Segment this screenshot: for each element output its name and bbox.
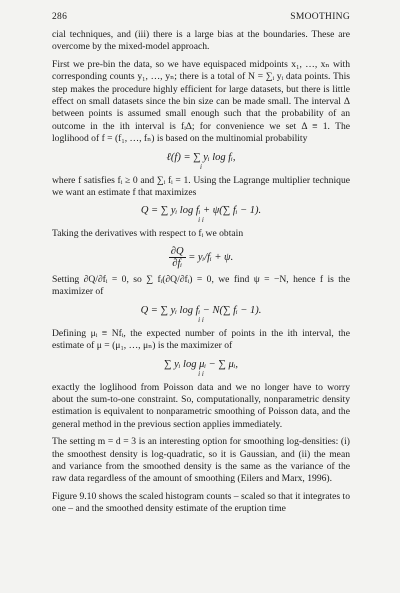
paragraph: Defining μᵢ ≡ Nfᵢ, the expected number of points in the ith interval, the estimate of μ = (μ₁, …, μₙ) is the maximizer of bbox=[52, 327, 350, 352]
paragraph: First we pre-bin the data, so we have equispaced midpoints x₁, …, xₙ with corresponding counts y₁, …, yₙ; there is a total of N = ∑ᵢ yᵢ data points. This step makes the procedure highly efficient for large datasets, but there is little effect on small datasets since the bin size can be made small. The interval Δ between points is assumed small enough such that the probability of an outcome in the ith interval is fᵢΔ; for convenience we set Δ ≡ 1. The loglihood of f = (f₁, …, fₙ) is based on the multinomial probability bbox=[52, 58, 350, 145]
equation-derivative: $\frac{\partial Q}{\text{∂fᵢ}}$ = yᵢ/fᵢ + ψ. bbox=[170, 245, 234, 269]
running-title: SMOOTHING bbox=[290, 12, 350, 22]
paragraph: Figure 9.10 shows the scaled histogram counts – scaled so that it integrates to one – and the smoothed density estimate of the eruption time bbox=[52, 490, 350, 515]
page-body bbox=[52, 29, 350, 516]
page-header bbox=[52, 12, 350, 22]
equation-lagrange: Q = ∑ yᵢ log fᵢ + ψ(∑ fᵢ − 1). i i bbox=[140, 205, 262, 225]
paragraph: exactly the loglihood from Poisson data and we no longer have to worry about the sum-to-one constraint. So, computationally, nonparametric density estimation is equivalent to nonparametric smoothing of Poisson data, and the general method in the previous section applies immediately. bbox=[52, 381, 350, 430]
paragraph: Taking the derivatives with respect to fᵢ we obtain bbox=[52, 228, 244, 240]
paragraph: The setting m = d = 3 is an interesting option for smoothing log-densities: (i) the smoothest density is log-quadratic, so it is Gaussian, and (ii) the mean and variance from the smoothed density is the same as the variance of the raw data regardless of the amount of smoothing (Eilers and Marx, 1996). bbox=[52, 436, 350, 485]
equation-loglihood: ℓ(f) = ∑ yᵢ log fᵢ, i bbox=[166, 151, 236, 171]
paragraph: cial techniques, and (iii) there is a large bias at the boundaries. These are overcome by the mixed-model approach. bbox=[52, 29, 350, 53]
fraction: $\frac{\partial Q}{\text{∂fᵢ}}$ bbox=[170, 245, 184, 269]
equation-maximizer: Q = ∑ yᵢ log fᵢ − N(∑ fᵢ − 1). i i bbox=[140, 304, 262, 324]
page-number: 286 bbox=[52, 12, 68, 22]
equation-poisson: ∑ yᵢ log μᵢ − ∑ μᵢ, i i bbox=[163, 358, 239, 378]
paragraph: where f satisfies fᵢ ≥ 0 and ∑ᵢ fᵢ = 1. Using the Lagrange multiplier technique we want an estimate f that maximizes bbox=[52, 174, 350, 199]
paragraph: Setting ∂Q/∂fᵢ = 0, so ∑ fᵢ(∂Q/∂fᵢ) = 0, we find ψ = −N, hence f is the maximizer of bbox=[52, 273, 350, 298]
